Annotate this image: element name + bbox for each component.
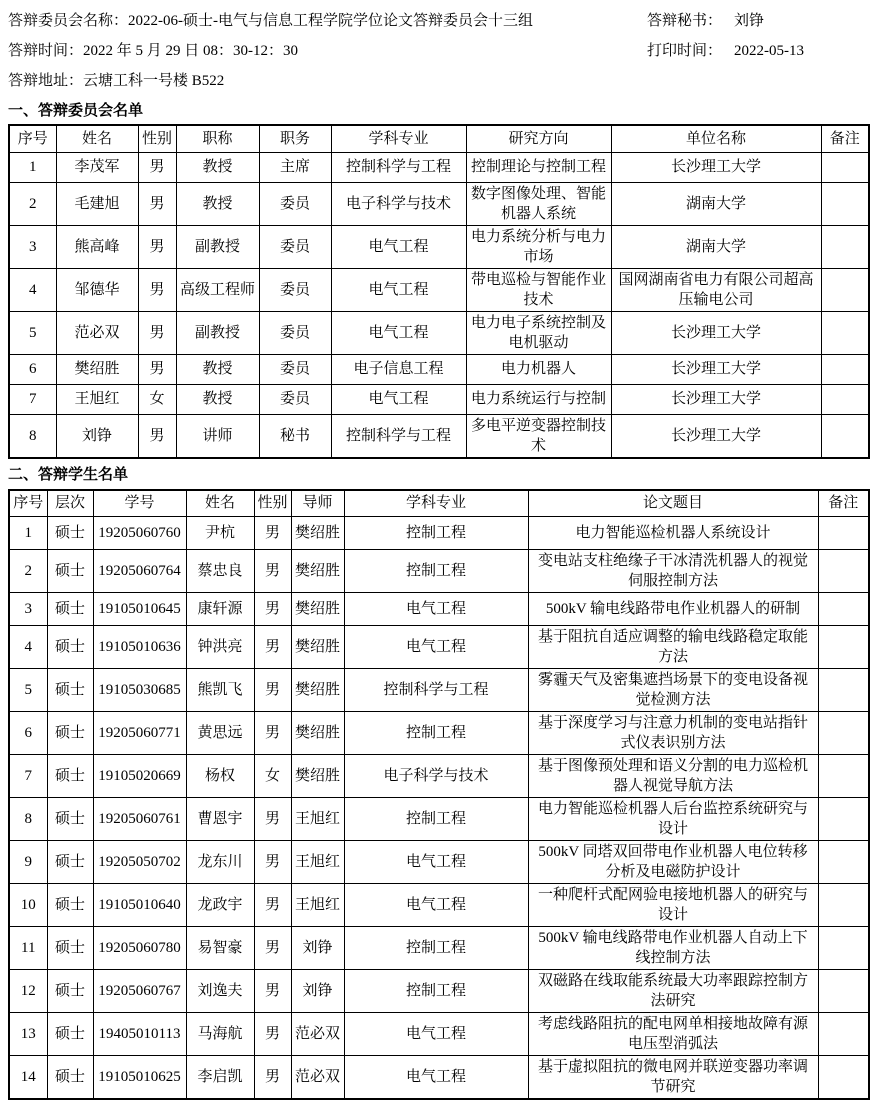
secretary-line (647, 9, 869, 30)
table-cell: 委员 (259, 384, 331, 414)
header-line-2 (8, 34, 869, 64)
table-cell: 控制工程 (344, 798, 528, 841)
table-cell: 委员 (259, 354, 331, 384)
table-row (9, 1056, 869, 1100)
column-header: 论文题目 (528, 490, 818, 517)
table-cell: 基于阻抗自适应调整的输电线路稳定取能方法 (528, 626, 818, 669)
table-cell: 基于深度学习与注意力机制的变电站指针式仪表识别方法 (528, 712, 818, 755)
table-cell: 一种爬杆式配网验电接地机器人的研究与设计 (528, 884, 818, 927)
table-cell: 王旭红 (291, 884, 344, 927)
table-cell: 4 (9, 268, 56, 311)
table-cell: 4 (9, 626, 47, 669)
table-cell: 樊绍胜 (291, 517, 344, 550)
column-header: 备注 (821, 125, 869, 152)
table-cell: 男 (138, 182, 176, 225)
table-cell: 樊绍胜 (291, 669, 344, 712)
table-cell: 6 (9, 712, 47, 755)
table-cell: 19205060767 (93, 970, 186, 1013)
table-cell: 19105010625 (93, 1056, 186, 1100)
table-cell: 范必双 (291, 1056, 344, 1100)
committee-name-line (8, 9, 647, 30)
table-cell: 王旭红 (291, 841, 344, 884)
defense-time-line (8, 39, 647, 60)
table-cell: 电气工程 (344, 841, 528, 884)
table-cell: 王旭红 (291, 798, 344, 841)
table-cell: 控制工程 (344, 927, 528, 970)
table-cell: 男 (254, 550, 291, 593)
column-header: 姓名 (186, 490, 254, 517)
table-cell: 控制工程 (344, 970, 528, 1013)
table-cell: 9 (9, 841, 47, 884)
table-cell: 硕士 (47, 927, 93, 970)
table-cell: 电气工程 (344, 1013, 528, 1056)
table-cell (818, 970, 869, 1013)
table-cell (821, 225, 869, 268)
column-header: 单位名称 (611, 125, 821, 152)
table-cell: 19205060761 (93, 798, 186, 841)
table-cell: 硕士 (47, 884, 93, 927)
column-header: 层次 (47, 490, 93, 517)
students-section-title: 二、答辩学生名单 (8, 467, 129, 483)
secretary-value: 刘铮 (734, 12, 765, 29)
table-cell: 电气工程 (331, 384, 466, 414)
table-row (9, 712, 869, 755)
table-cell: 湖南大学 (611, 225, 821, 268)
table-cell (821, 311, 869, 354)
table-cell: 考虑线路阻抗的配电网单相接地故障有源电压型消弧法 (528, 1013, 818, 1056)
table-cell (818, 517, 869, 550)
table-cell: 熊凯飞 (186, 669, 254, 712)
table-cell: 电力智能巡检机器人系统设计 (528, 517, 818, 550)
table-cell (818, 798, 869, 841)
table-cell: 基于虚拟阻抗的微电网并联逆变器功率调节研究 (528, 1056, 818, 1100)
table-cell: 控制科学与工程 (331, 152, 466, 182)
table-row (9, 593, 869, 626)
table-cell: 秘书 (259, 414, 331, 458)
table-cell: 男 (138, 354, 176, 384)
table-cell: 19205060771 (93, 712, 186, 755)
table-cell: 教授 (176, 384, 259, 414)
table-cell: 男 (254, 669, 291, 712)
table-cell: 控制科学与工程 (331, 414, 466, 458)
table-row (9, 798, 869, 841)
table-cell: 控制工程 (344, 550, 528, 593)
table-cell: 樊绍胜 (56, 354, 138, 384)
table-cell: 男 (254, 712, 291, 755)
table-cell: 硕士 (47, 798, 93, 841)
table-cell (818, 669, 869, 712)
table-cell (818, 550, 869, 593)
table-row (9, 884, 869, 927)
table-cell: 女 (254, 755, 291, 798)
defense-time-value: 2022 年 5 月 29 日 08：30-12：30 (83, 42, 299, 59)
table-cell: 电子科学与技术 (331, 182, 466, 225)
table-cell: 电力系统运行与控制 (466, 384, 611, 414)
table-cell: 范必双 (56, 311, 138, 354)
column-header: 序号 (9, 125, 56, 152)
table-cell: 电气工程 (331, 268, 466, 311)
table-cell: 男 (138, 311, 176, 354)
table-cell: 男 (254, 1056, 291, 1100)
table-cell (818, 593, 869, 626)
table-cell: 蔡忠良 (186, 550, 254, 593)
students-table-body (9, 517, 869, 1100)
table-cell: 变电站支柱绝缘子干冰清洗机器人的视觉伺服控制方法 (528, 550, 818, 593)
table-cell: 男 (254, 626, 291, 669)
defense-time-label: 答辩时间： (8, 42, 84, 59)
committee-section-title: 一、答辩委员会名单 (8, 102, 144, 119)
table-cell (821, 182, 869, 225)
defense-address-line (8, 69, 869, 90)
table-cell (818, 841, 869, 884)
table-cell: 刘逸夫 (186, 970, 254, 1013)
secretary-label: 答辩秘书： (647, 12, 723, 29)
table-cell: 马海航 (186, 1013, 254, 1056)
column-header: 性别 (138, 125, 176, 152)
committee-table-body (9, 152, 869, 458)
table-cell (818, 712, 869, 755)
table-cell: 男 (254, 593, 291, 626)
table-cell: 硕士 (47, 593, 93, 626)
table-cell: 委员 (259, 311, 331, 354)
table-row (9, 152, 869, 182)
print-time-value: 2022-05-13 (734, 42, 805, 59)
table-row (9, 970, 869, 1013)
table-row (9, 626, 869, 669)
table-cell: 委员 (259, 268, 331, 311)
table-cell: 樊绍胜 (291, 755, 344, 798)
table-cell: 男 (254, 798, 291, 841)
table-cell: 男 (138, 414, 176, 458)
table-row (9, 927, 869, 970)
table-cell: 范必双 (291, 1013, 344, 1056)
table-cell: 男 (254, 884, 291, 927)
table-cell: 电子科学与技术 (344, 755, 528, 798)
committee-table-head (9, 125, 869, 152)
table-cell: 19105020669 (93, 755, 186, 798)
print-time-label: 打印时间： (647, 42, 723, 59)
table-cell: 长沙理工大学 (611, 414, 821, 458)
table-cell: 带电巡检与智能作业技术 (466, 268, 611, 311)
table-row (9, 414, 869, 458)
table-cell: 电力智能巡检机器人后台监控系统研究与设计 (528, 798, 818, 841)
table-cell: 双磁路在线取能系统最大功率跟踪控制方法研究 (528, 970, 818, 1013)
table-cell: 19405010113 (93, 1013, 186, 1056)
table-cell: 湖南大学 (611, 182, 821, 225)
table-cell: 男 (138, 152, 176, 182)
table-cell: 13 (9, 1013, 47, 1056)
defense-address-value: 云塘工科一号楼 B522 (83, 72, 225, 89)
table-cell: 数字图像处理、智能机器人系统 (466, 182, 611, 225)
table-cell: 男 (254, 841, 291, 884)
table-cell: 8 (9, 798, 47, 841)
table-cell: 龙政宇 (186, 884, 254, 927)
table-cell: 国网湖南省电力有限公司超高压输电公司 (611, 268, 821, 311)
table-cell (821, 152, 869, 182)
table-cell (821, 414, 869, 458)
table-cell: 樊绍胜 (291, 626, 344, 669)
defense-address-label: 答辩地址： (8, 72, 84, 89)
students-table (8, 489, 870, 1101)
committee-table (8, 124, 870, 459)
table-cell: 讲师 (176, 414, 259, 458)
table-cell: 19205060780 (93, 927, 186, 970)
table-cell: 硕士 (47, 1056, 93, 1100)
column-header: 性别 (254, 490, 291, 517)
table-cell: 女 (138, 384, 176, 414)
table-cell: 尹杭 (186, 517, 254, 550)
students-table-head (9, 490, 869, 517)
table-cell: 电力电子系统控制及电机驱动 (466, 311, 611, 354)
table-cell: 男 (254, 927, 291, 970)
table-cell: 邹德华 (56, 268, 138, 311)
column-header: 姓名 (56, 125, 138, 152)
table-cell: 樊绍胜 (291, 550, 344, 593)
table-cell: 电力机器人 (466, 354, 611, 384)
table-cell: 19105010636 (93, 626, 186, 669)
table-cell: 11 (9, 927, 47, 970)
table-cell (818, 1013, 869, 1056)
table-cell: 高级工程师 (176, 268, 259, 311)
table-row (9, 841, 869, 884)
table-cell: 控制理论与控制工程 (466, 152, 611, 182)
table-cell: 7 (9, 755, 47, 798)
table-row (9, 517, 869, 550)
column-header: 学号 (93, 490, 186, 517)
table-row (9, 550, 869, 593)
table-cell: 委员 (259, 225, 331, 268)
table-cell: 樊绍胜 (291, 593, 344, 626)
table-cell: 3 (9, 593, 47, 626)
table-cell (821, 354, 869, 384)
table-cell: 硕士 (47, 669, 93, 712)
column-header: 学科专业 (331, 125, 466, 152)
committee-name-value: 2022-06-硕士-电气与信息工程学院学位论文答辩委员会十三组 (128, 12, 534, 29)
column-header: 研究方向 (466, 125, 611, 152)
table-cell (818, 755, 869, 798)
table-cell: 副教授 (176, 225, 259, 268)
table-row (9, 354, 869, 384)
table-cell: 500kV 输电线路带电作业机器人自动上下线控制方法 (528, 927, 818, 970)
table-cell: 刘铮 (56, 414, 138, 458)
table-cell: 硕士 (47, 712, 93, 755)
table-cell: 8 (9, 414, 56, 458)
students-header-row (9, 490, 869, 517)
table-cell: 控制工程 (344, 517, 528, 550)
table-cell: 5 (9, 311, 56, 354)
table-cell: 硕士 (47, 970, 93, 1013)
table-cell: 19205060760 (93, 517, 186, 550)
table-cell: 7 (9, 384, 56, 414)
table-cell: 长沙理工大学 (611, 384, 821, 414)
table-cell: 硕士 (47, 626, 93, 669)
table-cell: 2 (9, 550, 47, 593)
column-header: 职务 (259, 125, 331, 152)
table-cell: 电气工程 (331, 311, 466, 354)
table-cell: 王旭红 (56, 384, 138, 414)
table-row (9, 311, 869, 354)
table-cell: 电气工程 (344, 593, 528, 626)
table-cell: 易智豪 (186, 927, 254, 970)
table-cell (818, 927, 869, 970)
table-cell: 19105010645 (93, 593, 186, 626)
table-cell: 电气工程 (331, 225, 466, 268)
table-cell: 康轩源 (186, 593, 254, 626)
table-cell: 硕士 (47, 841, 93, 884)
table-cell: 电力系统分析与电力市场 (466, 225, 611, 268)
table-cell: 男 (254, 970, 291, 1013)
table-cell: 樊绍胜 (291, 712, 344, 755)
table-cell (818, 884, 869, 927)
column-header: 导师 (291, 490, 344, 517)
column-header: 备注 (818, 490, 869, 517)
table-row (9, 755, 869, 798)
table-cell: 硕士 (47, 517, 93, 550)
table-cell: 长沙理工大学 (611, 311, 821, 354)
table-cell: 副教授 (176, 311, 259, 354)
table-cell: 教授 (176, 354, 259, 384)
table-cell: 电气工程 (344, 626, 528, 669)
table-cell: 硕士 (47, 755, 93, 798)
table-cell (821, 268, 869, 311)
table-cell: 男 (254, 517, 291, 550)
table-cell: 杨权 (186, 755, 254, 798)
table-cell: 雾霾天气及密集遮挡场景下的变电设备视觉检测方法 (528, 669, 818, 712)
table-cell: 刘铮 (291, 927, 344, 970)
table-cell: 男 (138, 225, 176, 268)
column-header: 职称 (176, 125, 259, 152)
table-cell: 500kV 同塔双回带电作业机器人电位转移分析及电磁防护设计 (528, 841, 818, 884)
table-cell: 硕士 (47, 550, 93, 593)
table-cell: 基于图像预处理和语义分割的电力巡检机器人视觉导航方法 (528, 755, 818, 798)
print-time-line (647, 39, 869, 60)
table-row (9, 384, 869, 414)
table-cell: 男 (138, 268, 176, 311)
table-cell: 19105030685 (93, 669, 186, 712)
table-cell: 5 (9, 669, 47, 712)
table-row (9, 669, 869, 712)
table-row (9, 268, 869, 311)
table-row (9, 182, 869, 225)
table-cell: 教授 (176, 182, 259, 225)
table-cell: 硕士 (47, 1013, 93, 1056)
table-cell: 1 (9, 152, 56, 182)
table-cell: 6 (9, 354, 56, 384)
table-cell: 控制工程 (344, 712, 528, 755)
header-line-3 (8, 64, 869, 94)
table-cell: 钟洪亮 (186, 626, 254, 669)
table-row (9, 1013, 869, 1056)
table-cell: 龙东川 (186, 841, 254, 884)
header-line-1 (8, 4, 869, 34)
table-cell: 主席 (259, 152, 331, 182)
table-row (9, 225, 869, 268)
table-cell: 男 (254, 1013, 291, 1056)
table-cell: 刘铮 (291, 970, 344, 1013)
table-cell: 电子信息工程 (331, 354, 466, 384)
table-cell: 委员 (259, 182, 331, 225)
table-cell: 10 (9, 884, 47, 927)
committee-header-row (9, 125, 869, 152)
table-cell: 1 (9, 517, 47, 550)
table-cell: 控制科学与工程 (344, 669, 528, 712)
table-cell: 长沙理工大学 (611, 354, 821, 384)
table-cell: 19205050702 (93, 841, 186, 884)
table-cell: 毛建旭 (56, 182, 138, 225)
column-header: 序号 (9, 490, 47, 517)
table-cell: 3 (9, 225, 56, 268)
table-cell: 曹恩宇 (186, 798, 254, 841)
table-cell: 2 (9, 182, 56, 225)
table-cell: 12 (9, 970, 47, 1013)
table-cell (818, 1056, 869, 1100)
table-cell: 500kV 输电线路带电作业机器人的研制 (528, 593, 818, 626)
table-cell: 电气工程 (344, 1056, 528, 1100)
table-cell (818, 626, 869, 669)
table-cell: 电气工程 (344, 884, 528, 927)
table-cell: 长沙理工大学 (611, 152, 821, 182)
table-cell: 14 (9, 1056, 47, 1100)
table-cell (821, 384, 869, 414)
table-cell: 熊高峰 (56, 225, 138, 268)
table-cell: 黄思远 (186, 712, 254, 755)
table-cell: 19205060764 (93, 550, 186, 593)
committee-name-label: 答辩委员会名称： (8, 12, 129, 29)
table-cell: 李茂军 (56, 152, 138, 182)
table-cell: 李启凯 (186, 1056, 254, 1100)
column-header: 学科专业 (344, 490, 528, 517)
table-cell: 多电平逆变器控制技术 (466, 414, 611, 458)
table-cell: 教授 (176, 152, 259, 182)
table-cell: 19105010640 (93, 884, 186, 927)
